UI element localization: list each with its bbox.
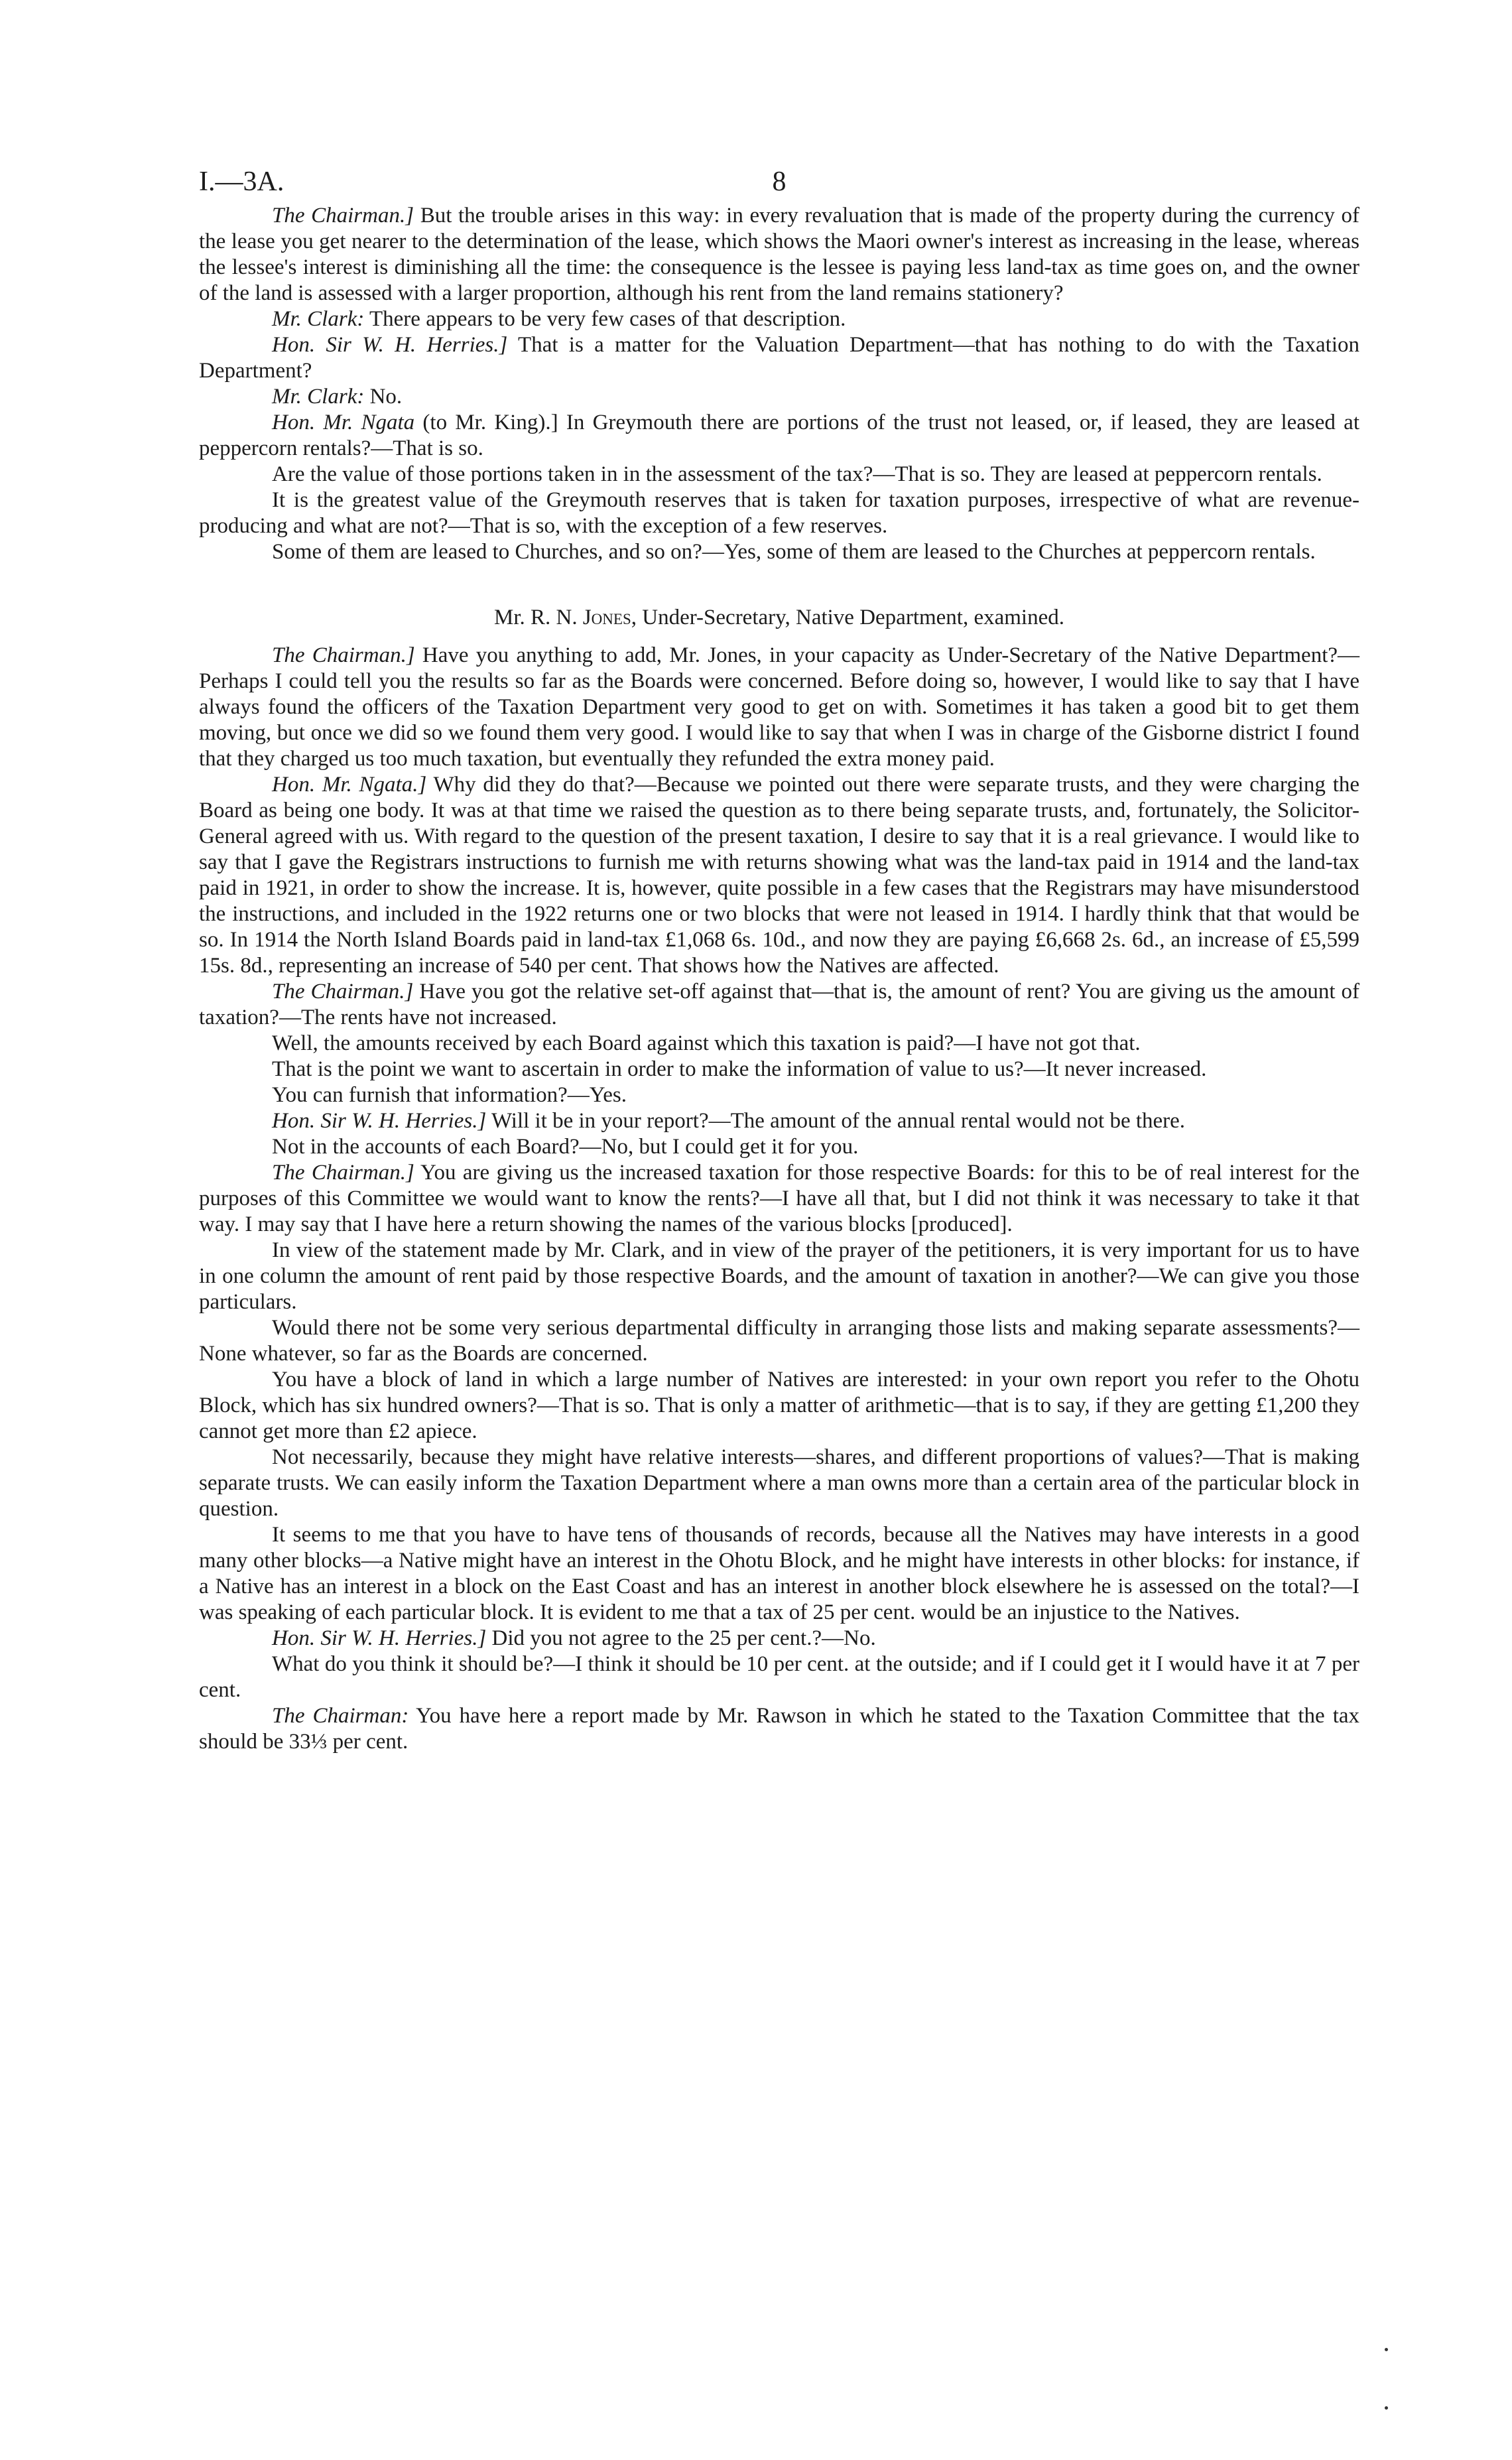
paragraph-text: Would there not be some very serious departmental difficulty in arranging those lists and making separate assessments?—None whatever, so far as the Boards are concerned. [199, 1316, 1359, 1366]
paragraph [199, 979, 1359, 1031]
paragraph [199, 384, 1359, 410]
paragraph-text: You can furnish that information?—Yes. [272, 1083, 627, 1107]
paragraph [199, 643, 1359, 772]
paragraph-text: Did you not agree to the 25 per cent.?—No. [486, 1626, 876, 1650]
paragraph [199, 1134, 1359, 1160]
document-page [199, 166, 1359, 1755]
speaker: Hon. Mr. Ngata.] [272, 773, 427, 797]
paragraph-text: There appears to be very few cases of that description. [364, 307, 846, 331]
paragraph [199, 1626, 1359, 1651]
print-speck [1385, 2406, 1388, 2410]
paragraph [199, 1703, 1359, 1755]
paragraph-text: That is the point we want to ascertain in order to make the information of value to us?—It never increased. [272, 1057, 1207, 1081]
paragraph-text: Not in the accounts of each Board?—No, but I could get it for you. [272, 1135, 859, 1159]
paragraph-text: What do you think it should be?—I think it should be 10 per cent. at the outside; and if I could get it I would have it at 7 per cent. [199, 1652, 1359, 1702]
paragraph [199, 1315, 1359, 1367]
paragraph-text: No. [364, 385, 403, 409]
speaker: The Chairman.] [272, 980, 414, 1003]
speaker: The Chairman.] [272, 643, 415, 667]
paragraph-text: Have you got the relative set-off against that—that is, the amount of rent? You are giving us the amount of taxation?—The rents have not increased. [199, 980, 1359, 1029]
paragraph [199, 1108, 1359, 1134]
heading-name: Jones [582, 606, 631, 629]
paragraph [199, 1057, 1359, 1082]
page-number: 8 [772, 166, 787, 197]
speaker: Hon. Sir W. H. Herries.] [272, 333, 508, 357]
heading-suffix: , Under-Secretary, Native Department, examined. [631, 606, 1064, 629]
paragraph-text: Are the value of those portions taken in in the assessment of the tax?—That is so. They are leased at peppercorn rentals. [272, 462, 1322, 486]
paragraph [199, 487, 1359, 539]
paragraph-text: Some of them are leased to Churches, and so on?—Yes, some of them are leased to the Churches at peppercorn rentals. [272, 540, 1316, 564]
paragraph-text: Will it be in your report?—The amount of the annual rental would not be there. [486, 1109, 1186, 1133]
paragraph [199, 332, 1359, 384]
speaker: Hon. Sir W. H. Herries.] [272, 1109, 487, 1133]
testimony-before [199, 203, 1359, 565]
paragraph [199, 1082, 1359, 1108]
speaker: Hon. Mr. Ngata [272, 411, 415, 434]
paragraph [199, 772, 1359, 979]
speaker: The Chairman: [272, 1704, 409, 1728]
paragraph-text: Well, the amounts received by each Board against which this taxation is paid?—I have not got that. [272, 1031, 1141, 1055]
paragraph [199, 1367, 1359, 1445]
paragraph-text: But the trouble arises in this way: in every revaluation that is made of the property during the currency of the lease you get nearer to the determination of the lease, which shows the Maori owner's interest as increasing in the lease, whereas the lessee's interest is diminishing all the time: the consequence is the lessee is paying less land-tax as time goes on, and the owner of the land is assessed with a larger proportion, although his rent from the land remains stationery? [199, 204, 1359, 305]
section-heading [199, 605, 1359, 631]
paragraph-text: It seems to me that you have to have tens of thousands of records, because all the Natives may have interests in a good many other blocks—a Native might have an interest in the Ohotu Block, and he might have interests in other blocks: for instance, if a Native has an interest in a block on the East Coast and has an interest in another block elsewhere he is assessed on the total?—I was speaking of each particular block. It is evident to me that a tax of 25 per cent. would be an injustice to the Natives. [199, 1523, 1359, 1624]
paragraph [199, 203, 1359, 306]
paragraph-text: You have a block of land in which a large number of Natives are interested: in your own report you refer to the Ohotu Block, which has six hundred owners?—That is so. That is only a matter of arithmetic—that is to say, if they are getting £1,200 they cannot get more than £2 apiece. [199, 1368, 1359, 1443]
print-speck [1385, 2348, 1388, 2351]
paragraph [199, 1445, 1359, 1522]
paragraph-text: Not necessarily, because they might have relative interests—shares, and different proportions of values?—That is making separate trusts. We can easily inform the Taxation Department where a man owns more than a certain area of the particular block in question. [199, 1445, 1359, 1521]
testimony-after [199, 643, 1359, 1755]
report-reference: I.—3A. [199, 166, 284, 197]
paragraph-text: Why did they do that?—Because we pointed out there were separate trusts, and they were charging the Board as being one body. It was at that time we raised the question as to there being separate trusts, and, fortunately, the Solicitor-General agreed with us. With regard to the question of the present taxation, I desire to say that it is a real grievance. I would like to say that I gave the Registrars instructions to furnish me with returns showing what was the land-tax paid in 1914 and the land-tax paid in 1921, in order to show the increase. It is, however, quite possible in a few cases that the Registrars may have misunderstood the instructions, and included in the 1922 returns one or two blocks that were not leased in 1914. I hardly think that that would be so. In 1914 the North Island Boards paid in land-tax £1,068 6s. 10d., and now they are paying £6,668 2s. 6d., an increase of £5,599 15s. 8d., representing an increase of 540 per cent. That shows how the Natives are affected. [199, 773, 1360, 978]
paragraph-text: You have here a report made by Mr. Rawson in which he stated to the Taxation Committee that the tax should be 33⅓ per cent. [199, 1704, 1360, 1754]
paragraph [199, 1031, 1359, 1057]
paragraph-text: Have you anything to add, Mr. Jones, in your capacity as Under-Secretary of the Native Department?—Perhaps I could tell you the results so far as the Boards were concerned. Before doing so, however, I would like to say that I have always found the officers of the Taxation Department very good to get on with. Sometimes it has taken a good bit to get them moving, but once we did so we found them very good. I would like to say that when I was in charge of the Gisborne district I found that they charged us too much taxation, but eventually they refunded the extra money paid. [199, 643, 1360, 771]
speaker: Hon. Sir W. H. Herries.] [272, 1626, 487, 1650]
page-header [199, 166, 1359, 203]
paragraph [199, 1160, 1359, 1238]
paragraph [199, 1522, 1359, 1626]
paragraph-text: In view of the statement made by Mr. Clark, and in view of the prayer of the petitioners, it is very important for us to have in one column the amount of rent paid by those respective Boards, and the amount of taxation in another?—We can give you those particulars. [199, 1238, 1359, 1314]
speaker: Mr. Clark: [272, 307, 365, 331]
speaker: The Chairman.] [272, 1161, 414, 1185]
paragraph-text: It is the greatest value of the Greymouth reserves that is taken for taxation purposes, irrespective of what are revenue-producing and what are not?—That is so, with the exception of a few reserves. [199, 488, 1359, 538]
paragraph [199, 306, 1359, 332]
paragraph [199, 1238, 1359, 1315]
paragraph [199, 462, 1359, 487]
heading-prefix: Mr. R. N. [493, 606, 583, 629]
paragraph-text: That is a matter for the Valuation Department—that has nothing to do with the Taxation Department? [199, 333, 1359, 383]
paragraph [199, 410, 1359, 462]
speaker: Mr. Clark: [272, 385, 365, 409]
paragraph [199, 1651, 1359, 1703]
speaker: The Chairman.] [272, 204, 414, 227]
paragraph-text: You are giving us the increased taxation for those respective Boards: for this to be of real interest for the purposes of this Committee we would want to know the rents?—I have all that, but I did not think it was necessary to take it that way. I may say that I have here a return showing the names of the various blocks [produced]. [199, 1161, 1359, 1236]
paragraph-text: (to Mr. King).] In Greymouth there are portions of the trust not leased, or, if leased, they are leased at peppercorn rentals?—That is so. [199, 411, 1359, 460]
paragraph [199, 539, 1359, 565]
